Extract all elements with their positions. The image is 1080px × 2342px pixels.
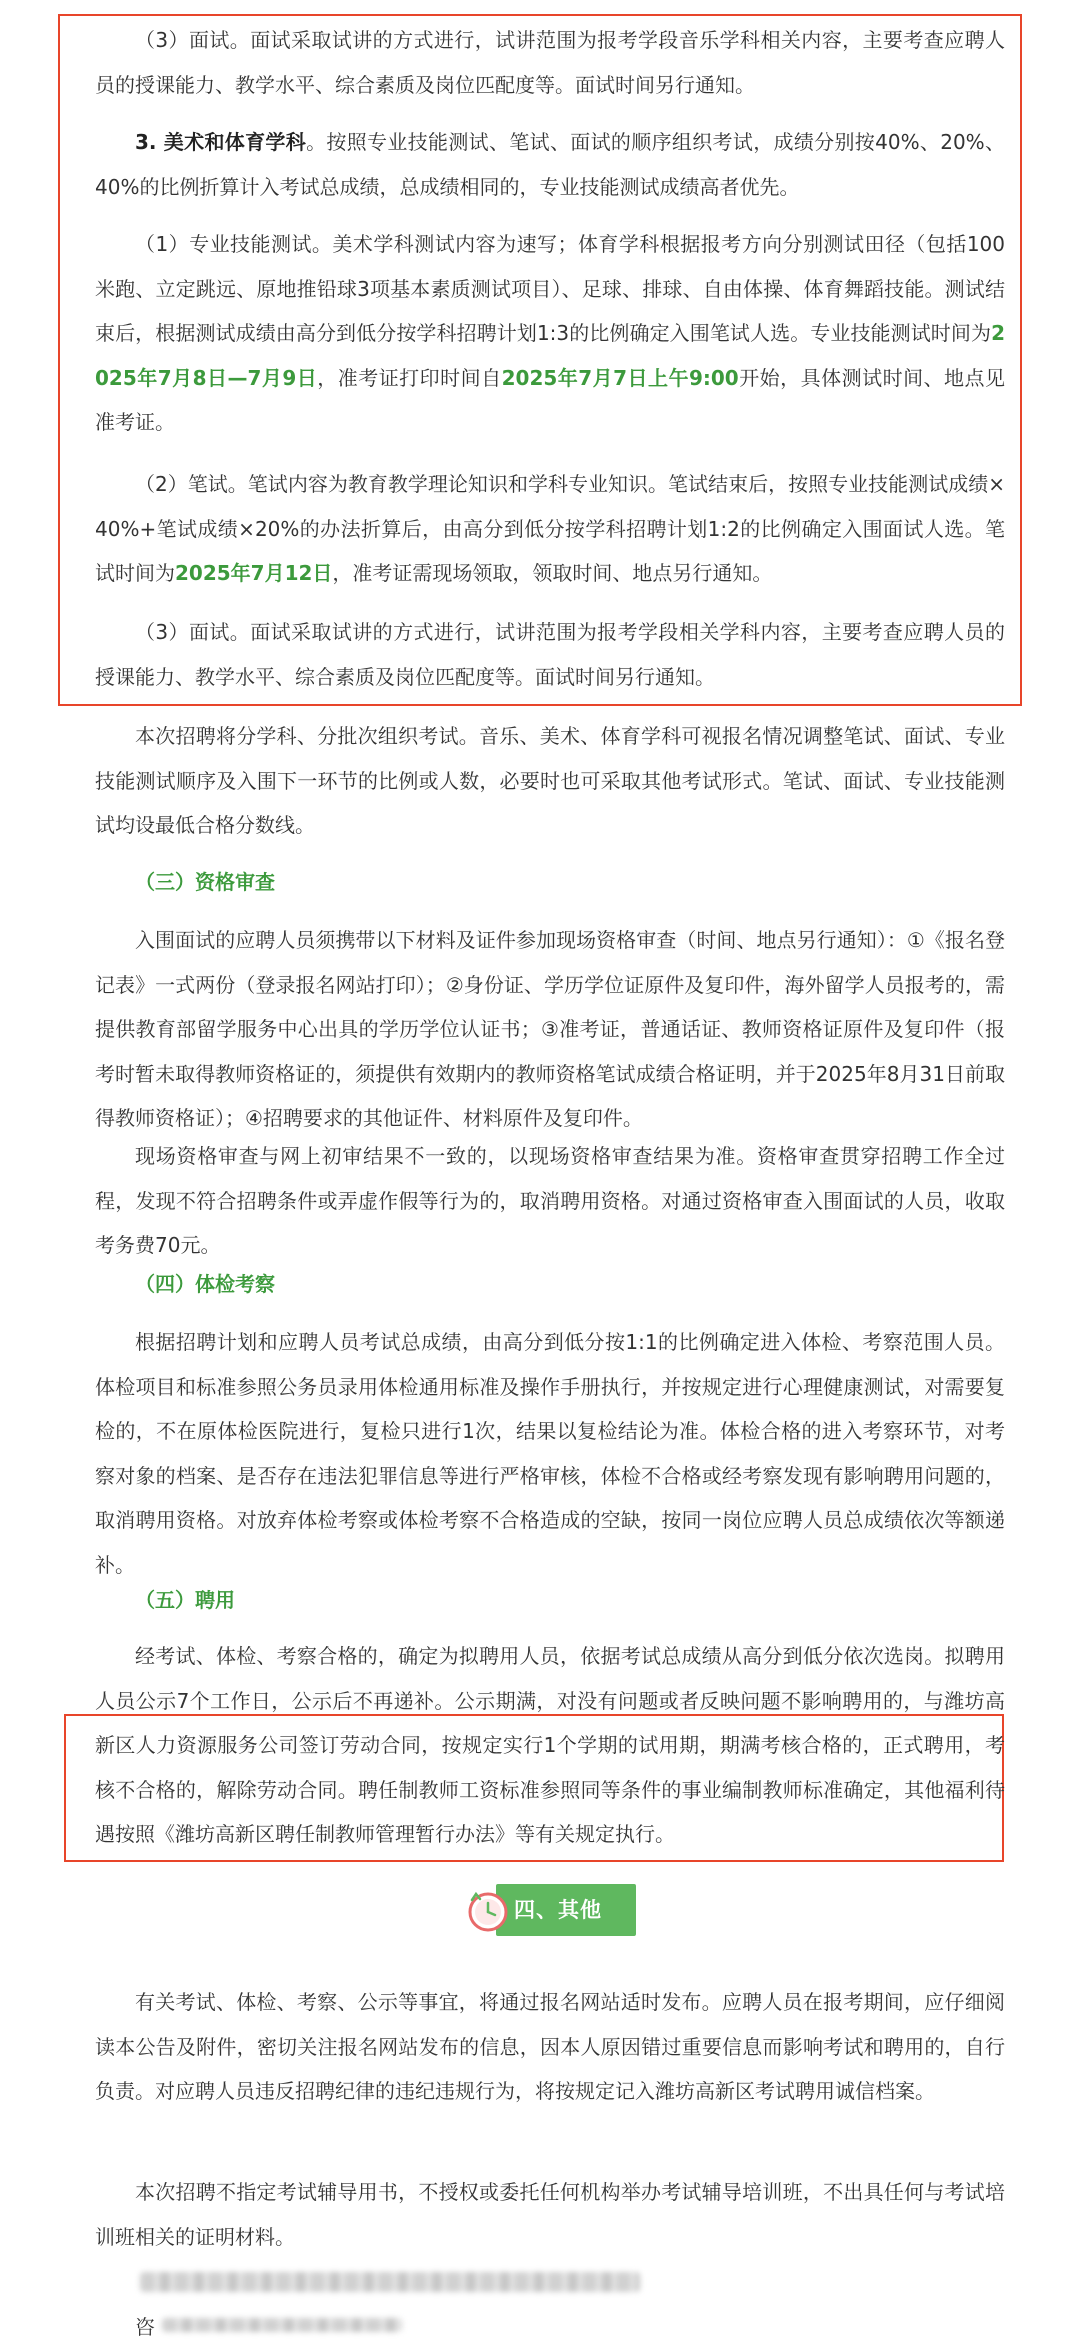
skill-test-text-3: 开始，具体测试时间、地点见准考证。 — [95, 365, 1006, 434]
hiring-paragraph — [95, 1634, 1005, 1857]
skill-test-paragraph — [95, 222, 1005, 445]
qualification-text-2: 现场资格审查与网上初审结果不一致的，以现场资格审查结果为准。资格审查贯穿招聘工作全过程，发现不符合招聘条件或弄虚作假等行为的，取消聘用资格。对通过资格审查入围面试的人员，收取考务费70元。 — [95, 1144, 1005, 1257]
physical-text: 根据招聘计划和应聘人员考试总成绩，由高分到低分按1:1的比例确定进入体检、考察范围人员。体检项目和标准参照公务员录用体检通用标准及操作手册执行，并按规定进行心理健康测试，对需要复检的，不在原体检医院进行，复检只进行1次，结果以复检结论为准。体检合格的进入考察环节，对考察对象的档案、是否存在违法犯罪信息等进行严格审核，体检不合格或经考察发现有影响聘用问题的，取消聘用资格。对放弃体检考察或体检考察不合格造成的空缺，按同一岗位应聘人员总成绩依次等额递补。 — [95, 1330, 1005, 1577]
blurred-contact-prefix: 咨 — [135, 2315, 155, 2339]
clock-icon — [466, 1890, 510, 1934]
music-interview-text: （3）面试。面试采取试讲的方式进行，试讲范围为报考学段音乐学科相关内容，主要考查应聘人员的授课能力、教学水平、综合素质及岗位匹配度等。面试时间另行通知。 — [95, 28, 1005, 97]
blurred-contact-line-1 — [140, 2272, 640, 2292]
written-test-text-2: ，准考证需现场领取，领取时间、地点另行通知。 — [332, 561, 773, 585]
art-pe-heading-paragraph — [95, 120, 1005, 209]
others-paragraph-1 — [95, 1980, 1005, 2114]
written-test-date: 2025年7月12日 — [175, 561, 333, 585]
qualification-paragraph-1 — [95, 918, 1005, 1141]
admit-card-print-date: 2025年7月7日上午9:00 — [501, 365, 739, 390]
hiring-text: 经考试、体检、考察合格的，确定为拟聘用人员，依据考试总成绩从高分到低分依次选岗。拟聘用人员公示7个工作日，公示后不再递补。公示期满，对没有问题或者反映问题不影响聘用的，与潍坊高新区人力资源服务公司签订劳动合同，按规定实行1个学期的试用期，期满考核合格的，正式聘用，考核不合格的，解除劳动合同。聘任制教师工资标准参照同等条件的事业编制教师标准确定，其他福利待遇按照《潍坊高新区聘任制教师管理暂行办法》等有关规定执行。 — [95, 1644, 1005, 1846]
general-note-text: 本次招聘将分学科、分批次组织考试。音乐、美术、体育学科可视报名情况调整笔试、面试、专业技能测试顺序及入围下一环节的比例或人数，必要时也可采取其他考试形式。笔试、面试、专业技能测试均设最低合格分数线。 — [95, 724, 1005, 837]
qualification-heading: （三）资格审查 — [135, 870, 275, 894]
hiring-heading: （五）聘用 — [135, 1588, 235, 1612]
skill-test-text-2: ，准考证打印时间自 — [317, 365, 502, 390]
blurred-contact-line-2 — [162, 2318, 402, 2332]
general-note-paragraph — [95, 714, 1005, 848]
physical-paragraph — [95, 1320, 1005, 1587]
music-interview-paragraph — [95, 18, 1005, 107]
written-test-paragraph — [95, 462, 1005, 596]
art-pe-heading: 3. 美术和体育学科 — [135, 130, 307, 154]
banner-label: 四、其他 — [514, 1898, 602, 1922]
qualification-text-1: 入围面试的应聘人员须携带以下材料及证件参加现场资格审查（时间、地点另行通知）：①《报名登记表》一式两份（登录报名网站打印）；②身份证、学历学位证原件及复印件，海外留学人员报考的，需提供教育部留学服务中心出具的学历学位认证书；③准考证，普通话证、教师资格证原件及复印件（报考时暂未取得教师资格证的，须提供有效期内的教师资格笔试成绩合格证明，并于2025年8月31日前取得教师资格证）；④招聘要求的其他证件、材料原件及复印件。 — [95, 928, 1005, 1130]
skill-test-date: 2025年7月8日—7月9日 — [95, 321, 1005, 390]
written-test-text-1: （2）笔试。笔试内容为教育教学理论知识和学科专业知识。笔试结束后，按照专业技能测试成绩×40%+笔试成绩×20%的办法折算后，由高分到低分按学科招聘计划1:2的比例确定入围面试人选。笔试时间为 — [95, 472, 1005, 585]
qualification-paragraph-2 — [95, 1134, 1005, 1268]
others-paragraph-2 — [95, 2170, 1005, 2259]
others-text-2: 本次招聘不指定考试辅导用书，不授权或委托任何机构举办考试辅导培训班，不出具任何与考试培训班相关的证明材料。 — [95, 2180, 1005, 2249]
art-pe-interview-paragraph — [95, 610, 1005, 699]
physical-heading: （四）体检考察 — [135, 1272, 275, 1296]
section-banner-others — [466, 1884, 636, 1936]
skill-test-text-1: （1）专业技能测试。美术学科测试内容为速写；体育学科根据报考方向分别测试田径（包括100米跑、立定跳远、原地推铅球3项基本素质测试项目）、足球、排球、自由体操、体育舞蹈技能。测试结束后，根据测试成绩由高分到低分按学科招聘计划1:3的比例确定入围笔试人选。专业技能测试时间为 — [95, 232, 1005, 345]
others-text-1: 有关考试、体检、考察、公示等事宜，将通过报名网站适时发布。应聘人员在报考期间，应仔细阅读本公告及附件，密切关注报名网站发布的信息，因本人原因错过重要信息而影响考试和聘用的，自行负责。对应聘人员违反招聘纪律的违纪违规行为，将按规定记入潍坊高新区考试聘用诚信档案。 — [95, 1990, 1005, 2103]
art-pe-heading-rest: 。按照专业技能测试、笔试、面试的顺序组织考试，成绩分别按40%、20%、40%的比例折算计入考试总成绩，总成绩相同的，专业技能测试成绩高者优先。 — [95, 130, 1006, 199]
art-pe-interview-text: （3）面试。面试采取试讲的方式进行，试讲范围为报考学段相关学科内容，主要考查应聘人员的授课能力、教学水平、综合素质及岗位匹配度等。面试时间另行通知。 — [95, 620, 1005, 689]
